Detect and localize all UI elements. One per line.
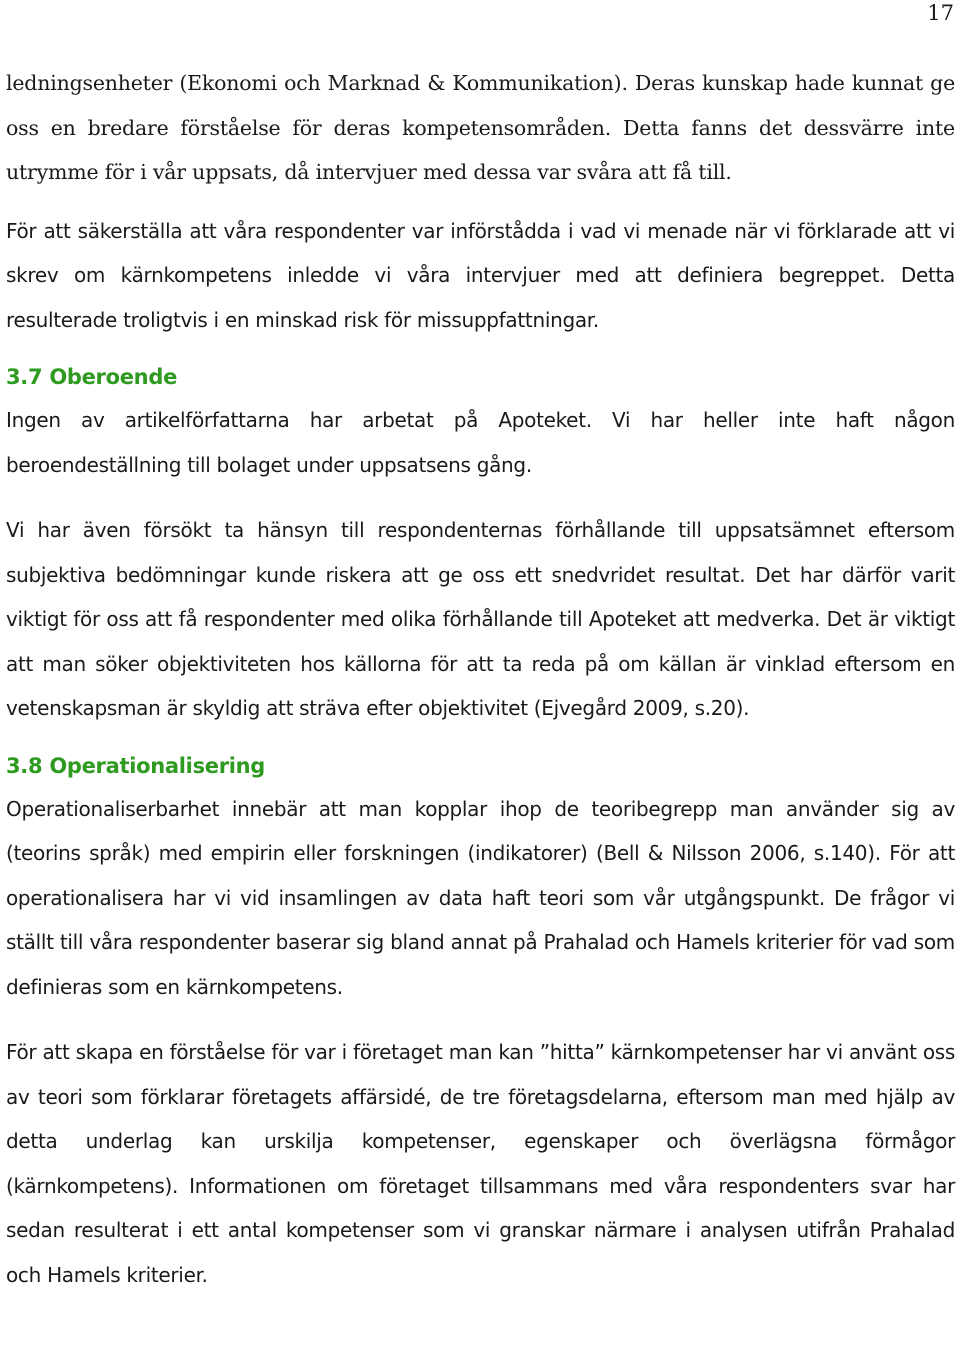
section-heading-operationalisering — [6, 745, 955, 787]
section-heading-oberoende — [6, 356, 955, 398]
section-title: Oberoende — [49, 365, 178, 389]
paragraph-core-competence: För att skapa en förståelse för var i företaget man kan ”hitta” kärnkompetenser har vi använt oss av teori som förklarar företagets affärsidé, de tre företagsdelarna, eftersom man med hjälp av detta underlag kan urskilja kompetenser, egenskaper och överlägsna förmågor (kärnkompetens). Informationen om företaget tillsammans med våra respondenters svar har sedan resulterat i ett antal kompetenser som vi granskar närmare i analysen utifrån Prahalad och Hamels kriterier. — [6, 1040, 955, 1287]
paragraph-independence: Ingen av artikelförfattarna har arbetat på Apoteket. Vi har heller inte haft någon beroendeställning till bolaget under uppsatsens gång. — [6, 408, 955, 477]
section-number: 3.8 — [6, 753, 43, 778]
paragraph-operationalization: Operationaliserbarhet innebär att man kopplar ihop de teoribegrepp man använder sig av (teorins språk) med empirin eller forskningen (indikatorer) (Bell & Nilsson 2006, s.140). För att operationalisera har vi vid insamlingen av data haft teori som vår utgångspunkt. De frågor vi ställt till våra respondenter baserar sig bland annat på Prahalad och Hamels kriterier för vad som definieras som en kärnkompetens. — [6, 796, 955, 999]
page-content — [6, 61, 955, 1297]
paragraph-objectivity: Vi har även försökt ta hänsyn till respondenternas förhållande till uppsatsämnet eftersom subjektiva bedömningar kunde riskera att ge oss ett snedvridet resultat. Det har därför varit viktigt för oss att få respondenter med olika förhållande till Apoteket att medverka. Det är viktigt att man söker objektiviteten hos källorna för att ta reda på om källan är vinklad eftersom en vetenskapsman är skyldig att sträva efter objektivitet (Ejvegård 2009, s.20). — [6, 518, 955, 720]
paragraph-definition: För att säkerställa att våra respondenter var införstådda i vad vi menade när vi förklarade att vi skrev om kärnkompetens inledde vi våra intervjuer med att definiera begreppet. Detta resulterade troligtvis i en minskad risk för missuppfattningar. — [6, 218, 955, 332]
page-number: 17 — [927, 1, 954, 25]
paragraph-intro-continuation: ledningsenheter (Ekonomi och Marknad & Kommunikation). Deras kunskap hade kunnat ge oss en bredare förståelse för deras kompetensområden. Detta fanns det dessvärre inte utrymme för i vår uppsats, då intervjuer med dessa var svåra att få till. — [6, 71, 955, 184]
section-title: Operationalisering — [49, 753, 266, 778]
section-number: 3.7 — [6, 365, 43, 389]
